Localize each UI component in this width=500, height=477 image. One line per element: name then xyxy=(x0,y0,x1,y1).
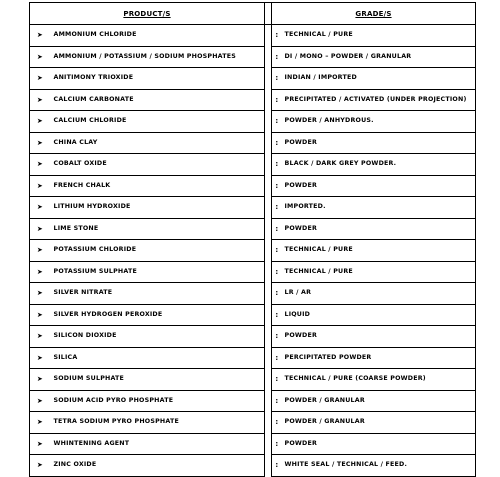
table-row xyxy=(30,154,476,176)
separator-colon: : xyxy=(272,433,282,455)
arrow-bullet-icon: ➤ xyxy=(30,412,50,434)
grades-column-header: GRADE/S xyxy=(272,3,476,25)
arrow-bullet-icon: ➤ xyxy=(30,111,50,133)
separator-colon: : xyxy=(272,304,282,326)
table-row xyxy=(30,390,476,412)
column-gap xyxy=(265,261,272,283)
table-body xyxy=(30,25,476,477)
separator-colon: : xyxy=(272,369,282,391)
product-name: TETRA SODIUM PYRO PHOSPHATE xyxy=(50,412,265,434)
grade-value: INDIAN / IMPORTED xyxy=(282,68,476,90)
table-row xyxy=(30,68,476,90)
product-name: SILICON DIOXIDE xyxy=(50,326,265,348)
column-gap xyxy=(265,3,272,25)
table-row xyxy=(30,283,476,305)
column-gap xyxy=(265,68,272,90)
arrow-bullet-icon: ➤ xyxy=(30,175,50,197)
grade-value: POWDER xyxy=(282,132,476,154)
table-row xyxy=(30,240,476,262)
product-name: SILVER NITRATE xyxy=(50,283,265,305)
table-row xyxy=(30,304,476,326)
arrow-bullet-icon: ➤ xyxy=(30,433,50,455)
product-name: ANITIMONY TRIOXIDE xyxy=(50,68,265,90)
product-name: CHINA CLAY xyxy=(50,132,265,154)
separator-colon: : xyxy=(272,89,282,111)
column-gap xyxy=(265,197,272,219)
separator-colon: : xyxy=(272,132,282,154)
product-name: CALCIUM CARBONATE xyxy=(50,89,265,111)
table-row xyxy=(30,369,476,391)
grade-value: POWDER / GRANULAR xyxy=(282,390,476,412)
column-gap xyxy=(265,218,272,240)
column-gap xyxy=(265,326,272,348)
product-name: SILICA xyxy=(50,347,265,369)
separator-colon: : xyxy=(272,154,282,176)
arrow-bullet-icon: ➤ xyxy=(30,132,50,154)
grade-value: POWDER xyxy=(282,175,476,197)
separator-colon: : xyxy=(272,412,282,434)
table-row xyxy=(30,326,476,348)
table-row xyxy=(30,111,476,133)
arrow-bullet-icon: ➤ xyxy=(30,25,50,47)
column-gap xyxy=(265,175,272,197)
table-row xyxy=(30,175,476,197)
column-gap xyxy=(265,46,272,68)
product-grade-sheet xyxy=(29,2,475,470)
separator-colon: : xyxy=(272,68,282,90)
grade-value: POWDER / ANHYDROUS. xyxy=(282,111,476,133)
grade-value: POWDER / GRANULAR xyxy=(282,412,476,434)
separator-colon: : xyxy=(272,25,282,47)
table-row xyxy=(30,25,476,47)
column-gap xyxy=(265,132,272,154)
arrow-bullet-icon: ➤ xyxy=(30,197,50,219)
table-row xyxy=(30,412,476,434)
column-gap xyxy=(265,304,272,326)
grade-value: BLACK / DARK GREY POWDER. xyxy=(282,154,476,176)
grade-value: LIQUID xyxy=(282,304,476,326)
separator-colon: : xyxy=(272,46,282,68)
arrow-bullet-icon: ➤ xyxy=(30,326,50,348)
separator-colon: : xyxy=(272,218,282,240)
grade-value: WHITE SEAL / TECHNICAL / FEED. xyxy=(282,455,476,477)
column-gap xyxy=(265,347,272,369)
arrow-bullet-icon: ➤ xyxy=(30,154,50,176)
grade-value: TECHNICAL / PURE (COARSE POWDER) xyxy=(282,369,476,391)
arrow-bullet-icon: ➤ xyxy=(30,369,50,391)
table-row xyxy=(30,89,476,111)
product-name: POTASSIUM CHLORIDE xyxy=(50,240,265,262)
grade-value: LR / AR xyxy=(282,283,476,305)
grade-value: TECHNICAL / PURE xyxy=(282,25,476,47)
grade-value: DI / MONO – POWDER / GRANULAR xyxy=(282,46,476,68)
product-name: SILVER HYDROGEN PEROXIDE xyxy=(50,304,265,326)
arrow-bullet-icon: ➤ xyxy=(30,218,50,240)
separator-colon: : xyxy=(272,111,282,133)
products-column-header: PRODUCT/S xyxy=(30,3,265,25)
product-name: WHINTENING AGENT xyxy=(50,433,265,455)
column-gap xyxy=(265,390,272,412)
table-row xyxy=(30,433,476,455)
product-name: ZINC OXIDE xyxy=(50,455,265,477)
product-name: POTASSIUM SULPHATE xyxy=(50,261,265,283)
separator-colon: : xyxy=(272,197,282,219)
column-gap xyxy=(265,240,272,262)
arrow-bullet-icon: ➤ xyxy=(30,455,50,477)
table-row xyxy=(30,132,476,154)
arrow-bullet-icon: ➤ xyxy=(30,347,50,369)
product-name: AMMONIUM / POTASSIUM / SODIUM PHOSPHATES xyxy=(50,46,265,68)
product-name: SODIUM SULPHATE xyxy=(50,369,265,391)
grade-value: IMPORTED. xyxy=(282,197,476,219)
column-gap xyxy=(265,25,272,47)
product-name: AMMONIUM CHLORIDE xyxy=(50,25,265,47)
table-row xyxy=(30,261,476,283)
table-row xyxy=(30,455,476,477)
grade-value: PRECIPITATED / ACTIVATED (UNDER PROJECTION) xyxy=(282,89,476,111)
grade-value: PERCIPITATED POWDER xyxy=(282,347,476,369)
column-gap xyxy=(265,154,272,176)
product-name: CALCIUM CHLORIDE xyxy=(50,111,265,133)
table-row xyxy=(30,46,476,68)
grade-value: TECHNICAL / PURE xyxy=(282,240,476,262)
column-gap xyxy=(265,455,272,477)
arrow-bullet-icon: ➤ xyxy=(30,390,50,412)
separator-colon: : xyxy=(272,347,282,369)
arrow-bullet-icon: ➤ xyxy=(30,304,50,326)
grade-value: TECHNICAL / PURE xyxy=(282,261,476,283)
separator-colon: : xyxy=(272,283,282,305)
arrow-bullet-icon: ➤ xyxy=(30,89,50,111)
product-name: SODIUM ACID PYRO PHOSPHATE xyxy=(50,390,265,412)
product-name: FRENCH CHALK xyxy=(50,175,265,197)
separator-colon: : xyxy=(272,240,282,262)
column-gap xyxy=(265,369,272,391)
column-gap xyxy=(265,89,272,111)
separator-colon: : xyxy=(272,261,282,283)
product-name: LITHIUM HYDROXIDE xyxy=(50,197,265,219)
column-gap xyxy=(265,111,272,133)
separator-colon: : xyxy=(272,390,282,412)
grade-value: POWDER xyxy=(282,326,476,348)
separator-colon: : xyxy=(272,455,282,477)
table-row xyxy=(30,197,476,219)
table-row xyxy=(30,218,476,240)
product-grade-table xyxy=(29,2,476,477)
table-row xyxy=(30,347,476,369)
product-name: COBALT OXIDE xyxy=(50,154,265,176)
grade-value: POWDER xyxy=(282,433,476,455)
column-gap xyxy=(265,412,272,434)
grade-value: POWDER xyxy=(282,218,476,240)
arrow-bullet-icon: ➤ xyxy=(30,283,50,305)
separator-colon: : xyxy=(272,326,282,348)
product-name: LIME STONE xyxy=(50,218,265,240)
column-gap xyxy=(265,433,272,455)
separator-colon: : xyxy=(272,175,282,197)
arrow-bullet-icon: ➤ xyxy=(30,68,50,90)
arrow-bullet-icon: ➤ xyxy=(30,261,50,283)
arrow-bullet-icon: ➤ xyxy=(30,240,50,262)
table-header-row xyxy=(30,3,476,25)
column-gap xyxy=(265,283,272,305)
arrow-bullet-icon: ➤ xyxy=(30,46,50,68)
